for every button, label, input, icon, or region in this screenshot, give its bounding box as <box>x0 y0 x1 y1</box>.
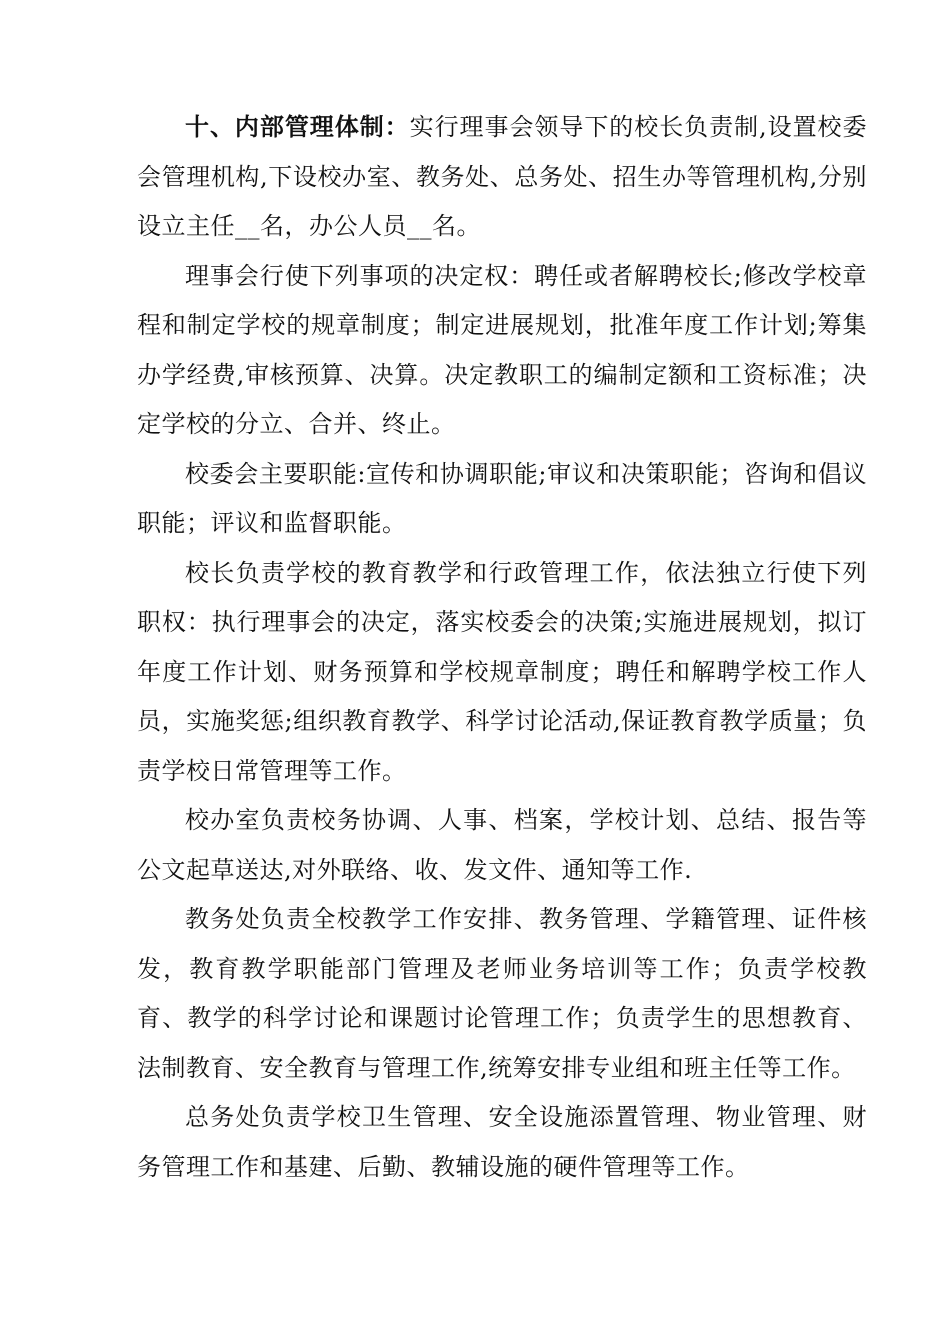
paragraph-academic-affairs <box>137 895 867 1093</box>
paragraph-school-committee <box>137 450 867 549</box>
paragraph-text: 校委会主要职能:宣传和协调职能;审议和决策职能；咨询和倡议职能；评议和监督职能。 <box>137 459 867 537</box>
paragraph-text: 校长负责学校的教育教学和行政管理工作，依法独立行使下列职权：执行理事会的决定，落实校委会的决策;实施进展规划，拟订年度工作计划、财务预算和学校规章制度；聘任和解聘学校工作人员，实施奖惩;组织教育教学、科学讨论活动,保证教育教学质量；负责学校日常管理等工作。 <box>137 558 867 785</box>
section-heading: 十、内部管理体制： <box>185 112 410 141</box>
paragraph-general-affairs <box>137 1093 867 1192</box>
paragraph-text: 总务处负责学校卫生管理、安全设施添置管理、物业管理、财务管理工作和基建、后勤、教辅设施的硬件管理等工作。 <box>137 1103 867 1181</box>
paragraph-board-powers <box>137 252 867 450</box>
paragraph-internal-management <box>137 102 867 252</box>
paragraph-principal-duties <box>137 549 867 797</box>
paragraph-text: 教务处负责全校教学工作安排、教务管理、学籍管理、证件核发，教育教学职能部门管理及老师业务培训等工作；负责学校教育、教学的科学讨论和课题讨论管理工作；负责学生的思想教育、法制教育、安全教育与管理工作,统筹安排专业组和班主任等工作。 <box>137 905 867 1082</box>
paragraph-school-office <box>137 796 867 895</box>
paragraph-text: 实行理事会领导下的校长负责制,设置校委会管理机构,下设校办室、教务处、总务处、招生办等管理机构,分别设立主任__名，办公人员__名。 <box>137 113 867 240</box>
paragraph-text: 校办室负责校务协调、人事、档案，学校计划、总结、报告等公文起草送达,对外联络、收、发文件、通知等工作. <box>137 806 867 884</box>
document-body <box>137 102 867 1192</box>
paragraph-text: 理事会行使下列事项的决定权：聘任或者解聘校长;修改学校章程和制定学校的规章制度；制定进展规划，批准年度工作计划;筹集办学经费,审核预算、决算。决定教职工的编制定额和工资标准；决定学校的分立、合并、终止。 <box>137 261 867 438</box>
